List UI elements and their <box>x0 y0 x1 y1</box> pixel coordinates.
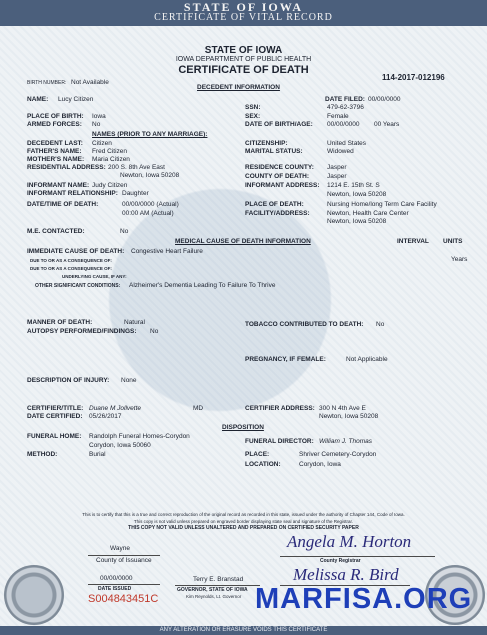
residential-line1: 200 S. 8th Ave East <box>108 164 165 171</box>
name-label: NAME: <box>27 96 49 103</box>
date-issued-label: DATE ISSUED <box>98 586 132 592</box>
section-decedent: DECEDENT INFORMATION <box>197 84 280 91</box>
funeral-home-line1: Randolph Funeral Homes-Corydon <box>89 433 190 440</box>
tobacco-label: TOBACCO CONTRIBUTED TO DEATH: <box>245 321 364 328</box>
county-label: County of Issuance <box>96 557 152 564</box>
registrar-signature: Angela M. Horton <box>287 532 412 551</box>
pod-label: PLACE OF DEATH: <box>245 201 304 208</box>
age-value: 00 Years <box>374 121 400 128</box>
valid-text: This copy is not valid unless prepared on engraved border displaying state seal and signature of the Registrar. <box>133 519 354 524</box>
residential-line2: Newton, Iowa 50208 <box>120 172 180 179</box>
informant-address-line1: 1214 E. 15th St. S <box>327 182 380 189</box>
certifier-address-label: CERTIFIER ADDRESS: <box>245 405 315 412</box>
banner-subtitle: CERTIFICATE OF VITAL RECORD <box>154 12 333 23</box>
pob-label: PLACE OF BIRTH: <box>27 113 84 120</box>
location-value: Corydon, Iowa <box>299 461 341 468</box>
section-disposition: DISPOSITION <box>222 424 264 431</box>
registrar-label: County Registrar <box>320 558 361 564</box>
armed-value: No <box>92 121 101 128</box>
certifier-address-line1: 300 N 4th Ave E <box>319 405 366 412</box>
method-value: Burial <box>89 451 106 458</box>
informant-label: INFORMANT NAME: <box>27 182 90 189</box>
place-value: Shriver Cemetery-Corydon <box>299 451 377 458</box>
date-issued-value: 00/00/0000 <box>100 575 133 582</box>
informant-value: Judy Citizen <box>92 182 128 189</box>
facility-line1: Newton, Health Care Center <box>327 210 409 217</box>
injury-value: None <box>121 377 137 384</box>
registrar-line <box>280 556 435 557</box>
state-heading: STATE OF IOWA <box>204 45 283 56</box>
state-seal-left <box>4 565 64 625</box>
due-to-1: DUE TO OR AS A CONSEQUENCE OF: <box>30 258 112 263</box>
mother-label: MOTHER'S NAME: <box>27 156 85 163</box>
decedent-last-value: Citizen <box>92 140 112 147</box>
pregnancy-label: PREGNANCY, IF FEMALE: <box>245 356 326 363</box>
certifier-label: CERTIFIER/TITLE: <box>27 405 84 412</box>
certify-text: This is to certify that this is a true and correct reproduction of the original record as recorded in this state, issued under the authority of Chapter 144, Code of Iowa. <box>82 512 405 517</box>
place-label: PLACE: <box>245 451 270 458</box>
watermark-text: MARFISA.ORG <box>255 583 473 615</box>
dtd-label: DATE/TIME OF DEATH: <box>27 201 99 208</box>
director-signature: Melissa R. Bird <box>293 565 399 584</box>
funeral-home-line2: Corydon, Iowa 50060 <box>89 442 151 449</box>
injury-label: DESCRIPTION OF INJURY: <box>27 377 110 384</box>
other-value: Alzheimer's Dementia Leading To Failure To Thrive <box>129 282 276 289</box>
me-value: No <box>120 228 129 235</box>
other-label: OTHER SIGNIFICANT CONDITIONS: <box>35 283 121 289</box>
director-value: William J. Thomas <box>319 438 373 445</box>
autopsy-label: AUTOPSY PERFORMED/FINDINGS: <box>27 328 137 335</box>
relationship-label: INFORMANT RELATIONSHIP: <box>27 190 118 197</box>
dob-label: DATE OF BIRTH/AGE: <box>245 121 313 128</box>
death-county-label: COUNTY OF DEATH: <box>245 173 310 180</box>
citizenship-label: CITIZENSHIP: <box>245 140 288 147</box>
governor-line <box>175 585 260 586</box>
units-header: UNITS <box>443 238 463 245</box>
tobacco-value: No <box>376 321 385 328</box>
me-label: M.E. CONTACTED: <box>27 228 85 235</box>
ssn-label: SSN: <box>245 104 261 111</box>
due-to-2: DUE TO OR AS A CONSEQUENCE OF: <box>30 266 112 271</box>
marital-value: Widowed <box>327 148 354 155</box>
bottom-banner: ANY ALTERATION OR ERASURE VOIDS THIS CERTIFICATE <box>0 626 487 635</box>
certified-label: DATE CERTIFIED: <box>27 413 83 420</box>
res-county-label: RESIDENCE COUNTY: <box>245 164 314 171</box>
banner-title: STATE OF IOWA <box>183 0 304 14</box>
res-county-value: Jasper <box>327 164 347 171</box>
citizenship-value: United States <box>327 140 367 147</box>
units-value: Years <box>451 256 468 263</box>
dtd-line1: 00/00/0000 (Actual) <box>122 201 179 208</box>
director-label: FUNERAL DIRECTOR: <box>245 438 314 445</box>
pregnancy-value: Not Applicable <box>346 356 388 363</box>
funeral-home-label: FUNERAL HOME: <box>27 433 82 440</box>
immediate-label: IMMEDIATE CAUSE OF DEATH: <box>27 248 125 255</box>
lt-governor: Kim Reynolds, Lt. Governor <box>186 594 242 599</box>
birth-number-label: BIRTH NUMBER: <box>27 80 67 86</box>
death-county-value: Jasper <box>327 173 347 180</box>
governor-label: GOVERNOR, STATE OF IOWA <box>177 587 248 593</box>
mother-value: Maria Citizen <box>92 156 130 163</box>
dob-value: 00/00/0000 <box>327 121 360 128</box>
not-valid-text: THIS COPY NOT VALID UNLESS UNALTERED AND PREPARED ON CERTIFIED SECURITY PAPER <box>128 525 359 531</box>
certified-value: 05/26/2017 <box>89 413 122 420</box>
dtd-line2: 00:00 AM (Actual) <box>122 210 174 217</box>
sex-value: Female <box>327 113 349 120</box>
certifier-value: Duane M Jollvette <box>89 405 142 412</box>
county-value: Wayne <box>110 545 130 552</box>
serial-number: S004843451C <box>88 593 159 605</box>
facility-line2: Newton, Iowa 50208 <box>327 218 387 225</box>
marital-label: MARITAL STATUS: <box>245 148 303 155</box>
date-filed-label: DATE FILED: <box>325 96 365 103</box>
residential-label: RESIDENTIAL ADDRESS: <box>27 164 106 171</box>
county-line <box>88 555 160 556</box>
certifier-address-line2: Newton, Iowa 50208 <box>319 413 379 420</box>
birth-number-value: Not Available <box>71 79 109 86</box>
decedent-last-label: DECEDENT LAST: <box>27 140 83 147</box>
section-names: NAMES (PRIOR TO ANY MARRIAGE): <box>92 131 208 138</box>
informant-address-label: INFORMANT ADDRESS: <box>245 182 320 189</box>
governor-name: Terry E. Branstad <box>193 576 244 583</box>
date-issued-line <box>88 584 160 585</box>
interval-header: INTERVAL <box>397 238 429 245</box>
sex-label: SEX: <box>245 113 261 120</box>
pod-value: Nursing Home/long Term Care Facility <box>327 201 437 208</box>
dept-heading: IOWA DEPARTMENT OF PUBLIC HEALTH <box>175 56 312 63</box>
certifier-title: MD <box>193 405 204 412</box>
relationship-value: Daughter <box>122 190 149 197</box>
date-filed-value: 00/00/0000 <box>368 96 401 103</box>
certificate-title: CERTIFICATE OF DEATH <box>178 64 309 76</box>
ssn-value: 479-62-3796 <box>327 104 364 111</box>
informant-address-line2: Newton, Iowa 50208 <box>327 191 387 198</box>
facility-label: FACILITY/ADDRESS: <box>245 210 310 217</box>
location-label: LOCATION: <box>245 461 281 468</box>
father-label: FATHER'S NAME: <box>27 148 82 155</box>
manner-label: MANNER OF DEATH: <box>27 319 93 326</box>
manner-value: Natural <box>124 319 145 326</box>
certificate-number: 114-2017-012196 <box>382 73 445 82</box>
father-value: Fred Citizen <box>92 148 128 155</box>
method-label: METHOD: <box>27 451 58 458</box>
top-banner <box>0 0 487 26</box>
autopsy-value: No <box>150 328 159 335</box>
armed-label: ARMED FORCES: <box>27 121 82 128</box>
pob-value: Iowa <box>92 113 106 120</box>
immediate-value: Congestive Heart Failure <box>131 248 203 255</box>
name-value: Lucy Citizen <box>58 96 94 103</box>
underlying-label: UNDERLYING CAUSE, IF ANY: <box>62 274 127 279</box>
section-medical: MEDICAL CAUSE OF DEATH INFORMATION <box>175 238 311 245</box>
